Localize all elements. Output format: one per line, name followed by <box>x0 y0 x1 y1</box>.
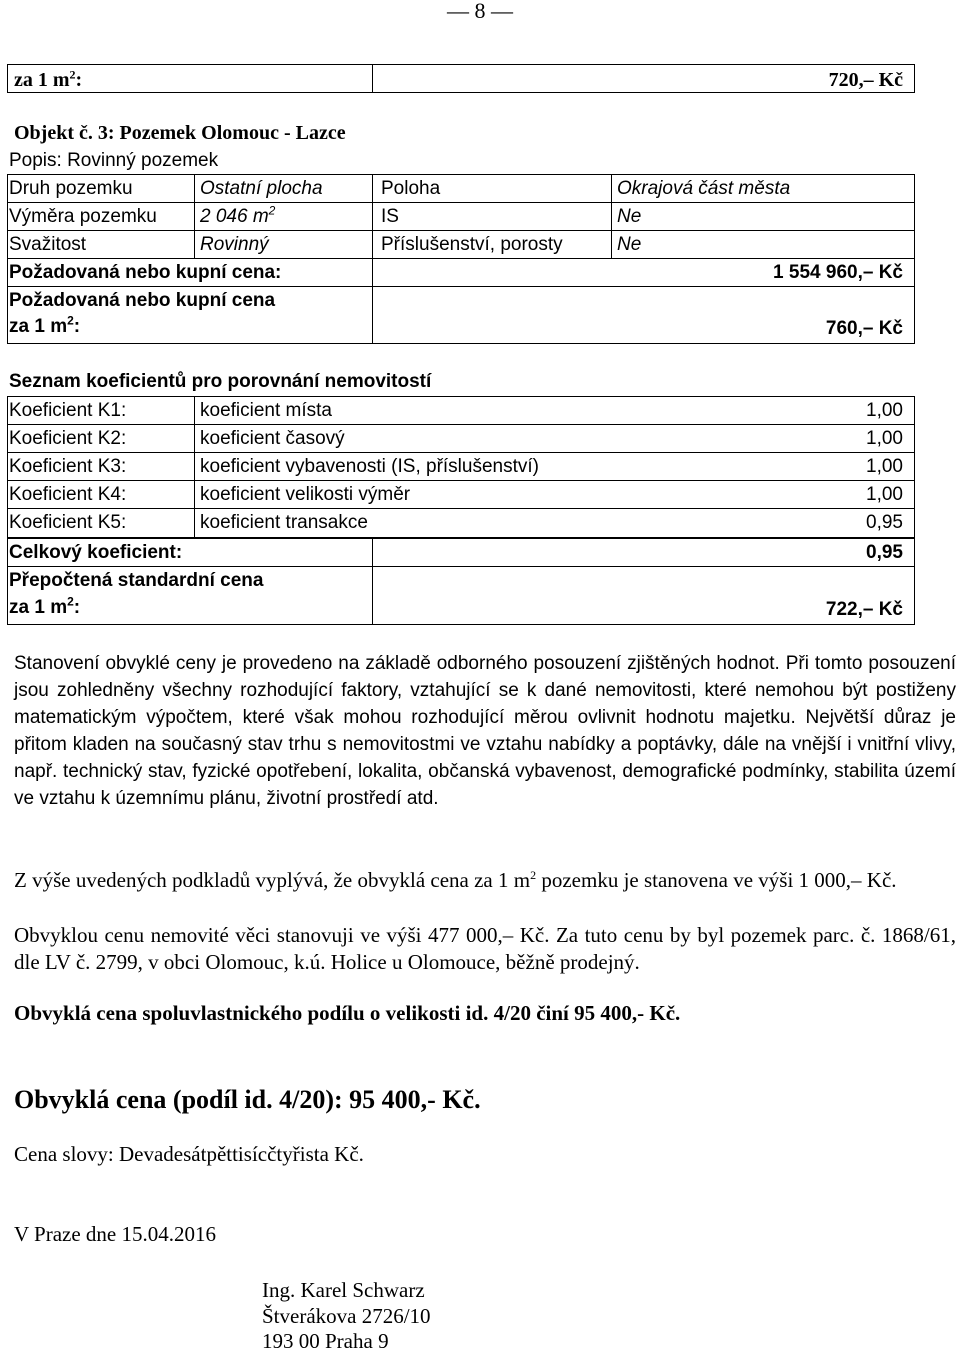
standard-price-value: 722,– Kč <box>825 599 903 620</box>
slope-label: Svažitost <box>9 234 87 255</box>
signature-street: Štverákova 2726/10 <box>262 1304 431 1328</box>
object-description: Popis: Rovinný pozemek <box>9 150 219 171</box>
unit-price-label-line2: za 1 $m^2$: <box>9 313 81 337</box>
coefficient-k1-value: 1,00 <box>866 400 903 421</box>
property-price-statement: Obvyklou cenu nemovité věci stanovuji ve výši 477 000,– Kč. Za tuto cenu by byl pozemek parc. č. 1868/61, dle LV č. 2799, v obci Olomouc, k.ú. Holice u Olomouce, běžně prodejný. <box>14 923 956 974</box>
asking-price-label: Požadovaná nebo kupní cena: <box>9 262 282 283</box>
final-price: Obvyklá cena (podíl id. 4/20): 95 400,- Kč. <box>14 1085 481 1114</box>
coefficient-k5-desc: koeficient transakce <box>200 512 368 533</box>
standard-price-label: Přepočtená standardní cena <box>9 570 264 591</box>
coefficient-k5-value: 0,95 <box>866 512 903 533</box>
row-divider <box>7 202 915 203</box>
accessories-label: Příslušenství, porosty <box>381 234 563 255</box>
land-type-label: Druh pozemku <box>9 178 133 199</box>
total-coefficient-label: Celkový koeficient: <box>9 542 183 563</box>
area-value: 2 046 $m^2$ <box>200 203 276 227</box>
row-divider <box>7 286 915 287</box>
price-in-words: Cena slovy: Devadesátpěttisícčtyřista Kč. <box>14 1142 364 1166</box>
share-price-statement: Obvyklá cena spoluvlastnického podílu o velikosti id. 4/20 činí 95 400,- Kč. <box>14 1001 681 1025</box>
coefficient-k3-desc: koeficient vybavenosti (IS, příslušenství) <box>200 456 539 477</box>
land-type-value: Ostatní plocha <box>200 178 323 199</box>
prev-table-divider <box>372 64 373 93</box>
row-divider <box>7 480 915 481</box>
page-number: — 8 — <box>447 0 513 23</box>
row-divider <box>7 230 915 231</box>
prev-unit-price-value: 720,– Kč <box>828 69 903 91</box>
area-label: Výměra pozemku <box>9 206 157 227</box>
utilities-label: IS <box>381 206 399 227</box>
row-divider <box>7 258 915 259</box>
location-label: Poloha <box>381 178 441 199</box>
location-value: Okrajová část města <box>617 178 791 199</box>
coefficient-k2-desc: koeficient časový <box>200 428 345 449</box>
coefficient-k2-name: Koeficient K2: <box>9 428 127 449</box>
asking-price-value: 1 554 960,– Kč <box>773 262 903 283</box>
signature-name: Ing. Karel Schwarz <box>262 1278 425 1302</box>
coefficient-k4-name: Koeficient K4: <box>9 484 127 505</box>
row-divider <box>7 566 915 567</box>
coefficient-k2-value: 1,00 <box>866 428 903 449</box>
row-divider <box>7 508 915 509</box>
coefficient-k1-desc: koeficient místa <box>200 400 332 421</box>
coefficient-k1-name: Koeficient K1: <box>9 400 127 421</box>
prev-unit-price-label: za 1 $m^2$: <box>14 67 83 91</box>
row-divider <box>7 424 915 425</box>
utilities-value: Ne <box>617 206 642 227</box>
coefficients-title: Seznam koeficientů pro porovnání nemovitostí <box>9 371 432 392</box>
unit-price-label: Požadovaná nebo kupní cena <box>9 290 276 311</box>
accessories-value: Ne <box>617 234 642 255</box>
col-divider <box>194 174 195 258</box>
coefficient-k5-name: Koeficient K5: <box>9 512 127 533</box>
coefficient-k3-value: 1,00 <box>866 456 903 477</box>
coefficient-k3-name: Koeficient K3: <box>9 456 127 477</box>
col-divider <box>194 396 195 538</box>
total-coefficient-value: 0,95 <box>866 542 903 563</box>
slope-value: Rovinný <box>200 234 269 255</box>
signature-city: 193 00 Praha 9 <box>262 1329 389 1353</box>
col-divider <box>611 174 612 258</box>
coefficient-k4-desc: koeficient velikosti výměr <box>200 484 411 505</box>
row-divider <box>7 452 915 453</box>
unit-price-value: 760,– Kč <box>825 318 903 339</box>
object-title: Objekt č. 3: Pozemek Olomouc - Lazce <box>14 122 346 144</box>
col-divider <box>372 174 373 344</box>
valuation-explanation: Stanovení obvyklé ceny je provedeno na základě odborného posouzení zjištěných hodnot. Při tomto posouzení jsou zohledněny všechny rozhodující faktory, vztahující se k dané nemovitosti, které nemohou být postiženy matematickým výpočtem, které však mohou rozhodující měrou ovlivnit hodnotu majetku. Největší důraz je přitom kladen na současný stav trhu s nemovitostmi ve vztahu nabídky a poptávky, dále na vnější i vnitřní vlivy, např. technický stav, fyzické opotřebení, lokalita, občanská vybavenost, demografické podmínky, stabilita území ve vztahu k územnímu plánu, životní prostředí atd. <box>14 653 956 809</box>
standard-price-label-line2: za 1 $m^2$: <box>9 594 81 618</box>
land-price-statement: Z výše uvedených podkladů vyplývá, že obvyklá cena za 1 $m^2$ pozemku je stanovena ve výši 1 000,– Kč. <box>14 868 897 892</box>
coefficient-k4-value: 1,00 <box>866 484 903 505</box>
place-and-date: V Praze dne 15.04.2016 <box>14 1222 216 1246</box>
col-divider <box>372 538 373 625</box>
